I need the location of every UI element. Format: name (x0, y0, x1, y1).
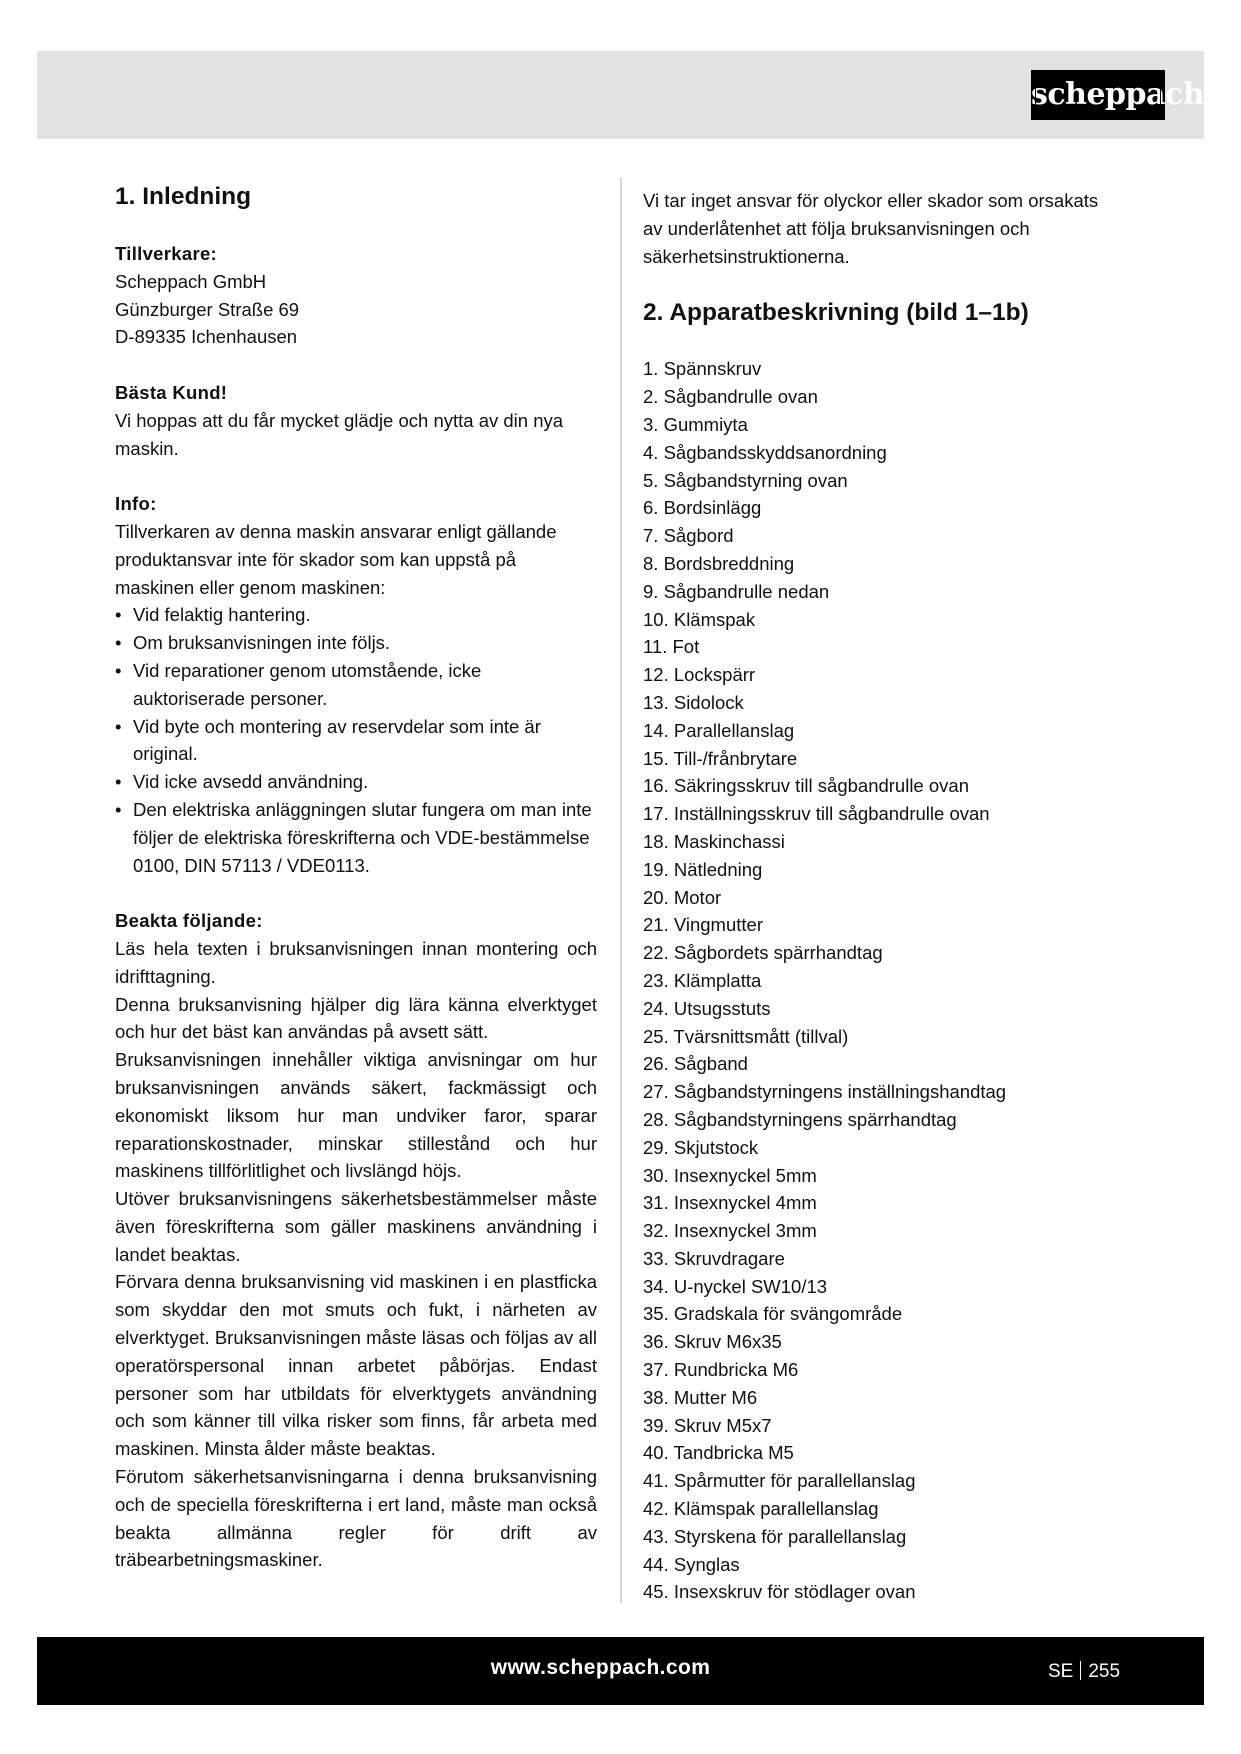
part-list-item: 39. Skruv M5x7 (643, 1414, 772, 1436)
footer-url: www.scheppach.com (490, 1656, 711, 1679)
part-list-item: 22. Sågbordets spärrhandtag (643, 942, 883, 964)
language-code: SE (1048, 1661, 1074, 1682)
part-list-item: 10. Klämspak (643, 608, 756, 630)
part-list-item: 42. Klämspak parallellanslag (643, 1498, 879, 1520)
section-title-apparatbeskrivning: 2. Apparatbeskrivning (bild 1–1b) (643, 299, 1029, 327)
part-list-item: 4. Sågbandsskyddsanordning (643, 441, 887, 463)
part-list-item: 12. Lockspärr (643, 664, 756, 686)
info-label: Info: (115, 493, 157, 515)
part-list-item: 11. Fot (643, 636, 700, 658)
part-list-item: 34. U-nyckel SW10/13 (643, 1275, 828, 1297)
scheppach-logo: scheppach (1031, 70, 1165, 120)
part-list-item: 38. Mutter M6 (643, 1386, 758, 1408)
part-list-item: 31. Insexnyckel 4mm (643, 1192, 817, 1214)
note-paragraph: Utöver bruksanvisningens säkerhetsbestämmelser måste även föreskrifterna som gäller maskinens användning i landet beaktas. (115, 1188, 597, 1265)
part-list-item: 17. Inställningsskruv till sågbandrulle ovan (643, 803, 990, 825)
part-list-item: 24. Utsugsstuts (643, 997, 771, 1019)
part-list-item: 6. Bordsinlägg (643, 497, 762, 519)
part-list-item: 28. Sågbandstyrningens spärrhandtag (643, 1108, 957, 1130)
part-list-item: 40. Tandbricka M5 (643, 1442, 794, 1464)
disclaimer-text: Vi tar inget ansvar för olyckor eller skador som orsakats av underlåtenhet att följa bruksanvisningen och säkerhetsinstruktionerna. (643, 190, 1099, 267)
part-list-item: 13. Sidolock (643, 691, 744, 713)
part-list-item: 26. Sågband (643, 1053, 748, 1075)
footer-band (37, 1637, 1204, 1705)
part-list-item: 35. Gradskala för svängområde (643, 1303, 903, 1325)
part-list-item: 33. Skruvdragare (643, 1247, 785, 1269)
manufacturer-name: Scheppach GmbH (115, 270, 267, 292)
part-list-item: 1. Spännskruv (643, 358, 762, 380)
separator (1080, 1661, 1081, 1680)
list-item: • Vid reparationer genom utomstående, icke auktoriserade personer. (115, 657, 597, 713)
header-band (37, 51, 1204, 139)
page-number (1048, 1637, 1120, 1707)
part-list-item: 5. Sågbandstyrning ovan (643, 469, 848, 491)
part-list-item: 30. Insexnyckel 5mm (643, 1164, 817, 1186)
list-item: • Vid icke avsedd användning. (115, 768, 597, 796)
part-list-item: 20. Motor (643, 886, 722, 908)
left-column (115, 180, 597, 1574)
part-list-item: 21. Vingmutter (643, 914, 763, 936)
part-list-item: 15. Till-/frånbrytare (643, 747, 798, 769)
part-list-item: 25. Tvärsnittsmått (tillval) (643, 1025, 849, 1047)
part-list-item: 43. Styrskena för parallellanslag (643, 1525, 907, 1547)
section-title-inledning: 1. Inledning (115, 183, 252, 210)
right-column (643, 187, 1113, 1606)
part-list-item: 18. Maskinchassi (643, 830, 785, 852)
part-list-item: 44. Synglas (643, 1553, 740, 1575)
note-paragraph: Denna bruksanvisning hjälper dig lära känna elverktyget och hur det bäst kan användas på avsett sätt. (115, 993, 597, 1043)
part-list-item: 2. Sågbandrulle ovan (643, 386, 818, 408)
part-list-item: 8. Bordsbreddning (643, 552, 795, 574)
dear-customer-text: Vi hoppas att du får mycket glädje och nytta av din nya maskin. (115, 409, 564, 459)
part-list-item: 27. Sågbandstyrningens inställningshandtag (643, 1081, 1007, 1103)
part-list-item: 23. Klämplatta (643, 969, 762, 991)
part-list-item: 3. Gummiyta (643, 413, 748, 435)
parts-list (643, 355, 1113, 1606)
liability-list (115, 601, 597, 879)
page-number-value: 255 (1088, 1661, 1121, 1682)
list-item: • Den elektriska anläggningen slutar fungera om man inte följer de elektriska föreskrifterna och VDE-bestämmelse 0100, DIN 57113 / VDE0113. (115, 796, 597, 879)
list-item: • Vid felaktig hantering. (115, 601, 597, 629)
manufacturer-city: D-89335 Ichenhausen (115, 326, 298, 348)
part-list-item: 9. Sågbandrulle nedan (643, 580, 830, 602)
note-paragraph: Förvara denna bruksanvisning vid maskinen i en plastficka som skyddar den mot smuts och fukt, i närheten av elverktyget. Bruksanvisningen måste läsas och följas av all operatörspersonal innan arbetet påbörjas. Endast personer som har utbildats för elverktygets användning och som känner till vilka risker som finns, får arbeta med maskinen. Minsta ålder måste beaktas. (115, 1271, 597, 1460)
manufacturer-street: Günzburger Straße 69 (115, 298, 300, 320)
part-list-item: 7. Sågbord (643, 525, 734, 547)
part-list-item: 41. Spårmutter för parallellanslag (643, 1470, 916, 1492)
manufacturer-label: Tillverkare: (115, 243, 217, 264)
part-list-item: 32. Insexnyckel 3mm (643, 1220, 817, 1242)
dear-customer-label: Bästa Kund! (115, 381, 228, 403)
part-list-item: 16. Säkringsskruv till sågbandrulle ovan (643, 775, 969, 797)
part-list-item: 29. Skjutstock (643, 1136, 759, 1158)
list-item: • Vid byte och montering av reservdelar som inte är original. (115, 713, 597, 769)
list-item: • Om bruksanvisningen inte följs. (115, 629, 597, 657)
part-list-item: 45. Insexskruv för stödlager ovan (643, 1581, 916, 1603)
info-text: Tillverkaren av denna maskin ansvarar enligt gällande produktansvar inte för skador som kan uppstå på maskinen eller genom maskinen: (115, 520, 557, 598)
part-list-item: 37. Rundbricka M6 (643, 1359, 799, 1381)
note-paragraph: Bruksanvisningen innehåller viktiga anvisningar om hur bruksanvisningen används säkert, fackmässigt och ekonomiskt liksom hur man undviker faror, sparar reparationskostnader, minskar stillestånd och hur maskinens tillförlitlighet och livslängd höjs. (115, 1049, 597, 1182)
column-divider (620, 178, 622, 1603)
note-paragraph: Läs hela texten i bruksanvisningen innan montering och idrifttagning. (115, 937, 597, 987)
part-list-item: 19. Nätledning (643, 858, 763, 880)
note-paragraph: Förutom säkerhetsanvisningarna i denna bruksanvisning och de speciella föreskrifterna i ert land, måste man också beakta allmänna regler för drift av träbearbetningsmaskiner. (115, 1466, 597, 1571)
note-label: Beakta följande: (115, 910, 263, 932)
part-list-item: 36. Skruv M6x35 (643, 1331, 782, 1353)
part-list-item: 14. Parallellanslag (643, 719, 795, 741)
